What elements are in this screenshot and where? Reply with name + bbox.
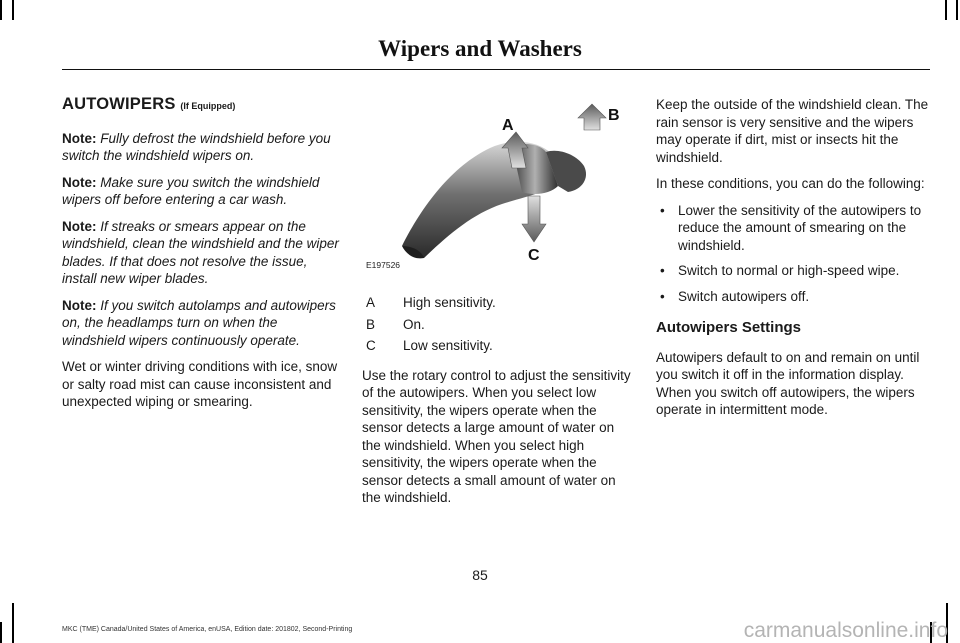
section-title bbox=[62, 96, 340, 116]
crop-mark bbox=[0, 0, 2, 20]
crop-mark bbox=[0, 622, 2, 643]
list-item: • Switch autowipers off. bbox=[656, 288, 930, 306]
figure-label-b: B bbox=[608, 107, 620, 124]
bullet-list bbox=[656, 202, 930, 306]
rotary-paragraph: Use the rotary control to adjust the sensitivity of the autowipers. When you select low sensitivity, the wipers operate when the sensor detects a large amount of water on the windshield. When you select high sensitivity, the wipers operate when the sensor detects a small amount of water on the windshield. bbox=[362, 367, 631, 505]
figure-label-a: A bbox=[502, 117, 514, 134]
header-rule bbox=[62, 69, 930, 70]
page-header-title: Wipers and Washers bbox=[378, 36, 582, 61]
column-right bbox=[656, 96, 930, 428]
paragraph: Keep the outside of the windshield clean. The rain sensor is very sensitive and the wipers may operate if dirt, mist or insects hit the windshield. bbox=[656, 97, 929, 165]
crop-mark bbox=[12, 603, 14, 643]
paragraph: Autowipers default to on and remain on until you switch it off in the information display. When you switch off autowipers, the wipers operate in intermittent mode. bbox=[656, 349, 920, 417]
paragraph: In these conditions, you can do the following: bbox=[656, 176, 925, 191]
wiper-stalk-illustration bbox=[362, 96, 632, 280]
legend-key: C bbox=[366, 338, 376, 353]
note-text: Fully defrost the windshield before you switch the windshield wipers on. bbox=[62, 130, 331, 163]
section-title-suffix: (If Equipped) bbox=[180, 101, 236, 111]
figure-label-c: C bbox=[528, 247, 540, 264]
arrow-c-down bbox=[522, 196, 546, 242]
page-number: 85 bbox=[472, 567, 488, 583]
crop-mark bbox=[956, 0, 958, 20]
note bbox=[62, 130, 340, 165]
note-text: If streaks or smears appear on the windshield, clean the windshield and the wiper blades. If that does not resolve the issue, install new wiper blades. bbox=[62, 218, 339, 286]
legend-text: On. bbox=[403, 316, 425, 332]
figure-code: E197526 bbox=[366, 259, 401, 270]
note-label: Note: bbox=[62, 218, 97, 234]
legend-row bbox=[362, 294, 634, 312]
note-label: Note: bbox=[62, 174, 97, 190]
note-text: If you switch autolamps and autowipers on, the headlamps turn on when the windshield wipers continuously operate. bbox=[62, 297, 336, 348]
legend-key: B bbox=[366, 316, 376, 332]
note bbox=[62, 297, 340, 350]
list-item: • Switch to normal or high-speed wipe. bbox=[656, 262, 930, 280]
figure-legend bbox=[362, 294, 634, 355]
legend-text: High sensitivity. bbox=[403, 295, 496, 310]
footer-edition-text: MKC (TME) Canada/United States of America, enUSA, Edition date: 201802, Second-Printing bbox=[62, 626, 353, 633]
legend-text: Low sensitivity. bbox=[403, 338, 493, 353]
legend-row bbox=[362, 316, 634, 334]
note-text: Make sure you switch the windshield wipers off before entering a car wash. bbox=[62, 174, 320, 207]
crop-mark bbox=[945, 0, 947, 20]
watermark: carmanualsonline.info bbox=[743, 619, 948, 642]
column-left bbox=[62, 96, 340, 420]
crop-mark bbox=[12, 0, 14, 20]
section-title-text: AUTOWIPERS bbox=[62, 95, 176, 113]
list-item: • Lower the sensitivity of the autowipers to reduce the amount of smearing on the windshield. bbox=[656, 202, 930, 255]
note bbox=[62, 174, 340, 209]
column-middle bbox=[362, 96, 634, 516]
arrow-b-up bbox=[578, 104, 606, 130]
note bbox=[62, 218, 340, 288]
legend-row bbox=[362, 337, 634, 355]
note-label: Note: bbox=[62, 297, 97, 313]
note-label: Note: bbox=[62, 130, 97, 146]
subheading: Autowipers Settings bbox=[656, 319, 802, 336]
legend-key: A bbox=[366, 295, 376, 310]
wiper-stalk-figure bbox=[362, 96, 632, 280]
intro-paragraph: Wet or winter driving conditions with ice, snow or salty road mist can cause inconsistent and unexpected wiping or smearing. bbox=[62, 359, 338, 409]
